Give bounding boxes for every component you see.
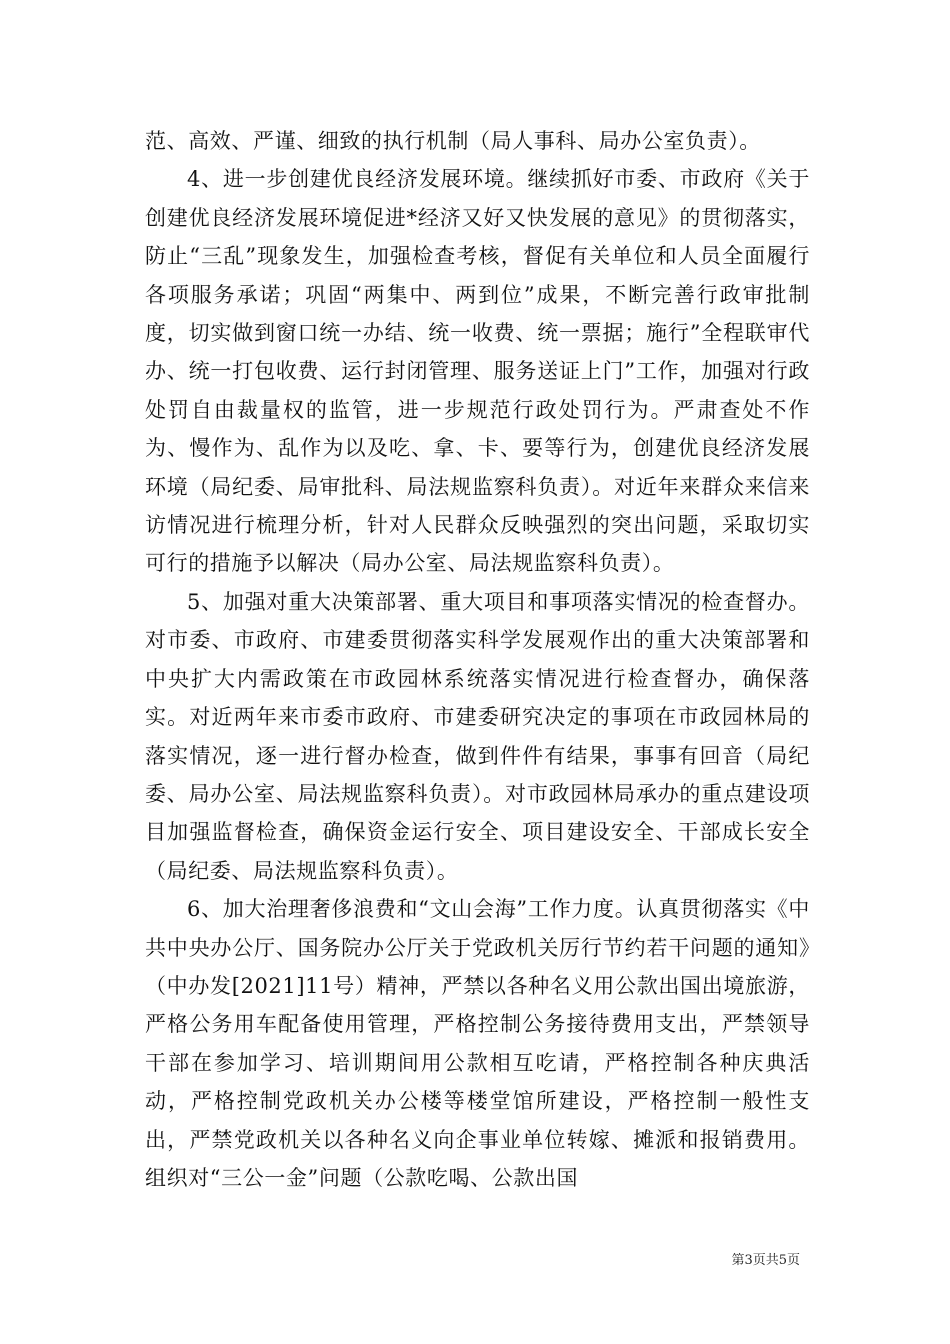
paragraph-item-6: 6、加大治理奢侈浪费和“文山会海”工作力度。认真贯彻落实《中共中央办公厅、国务院办公厅关于党政机关厉行节约若干问题的通知》（中办发[2021]11号）精神，严禁以各种名义用公款出国出境旅游，严格公务用车配备使用管理，严格控制公务接待费用支出，严禁领导干部在参加学习、培训期间用公款相互吃请，严格控制各种庆典活动，严格控制党政机关办公楼等楼堂馆所建设，严格控制一般性支出，严禁党政机关以各种名义向企事业单位转嫁、摊派和报销费用。组织对“三公一金”问题（公款吃喝、公款出国 xyxy=(145,897,810,1190)
paragraph-item-5: 5、加强对重大决策部署、重大项目和事项落实情况的检查督办。对市委、市政府、市建委贯彻落实科学发展观作出的重大决策部署和中央扩大内需政策在市政园林系统落实情况进行检查督办，确保落实。对近两年来市委市政府、市建委研究决定的事项在市政园林局的落实情况，逐一进行督办检查，做到件件有结果，事事有回音（局纪委、局办公室、局法规监察科负责）。对市政园林局承办的重点建设项目加强监督检查，确保资金运行安全、项目建设安全、干部成长安全（局纪委、局法规监察科负责）。 xyxy=(145,589,810,883)
paragraph-item-4: 4、进一步创建优良经济发展环境。继续抓好市委、市政府《关于创建优良经济发展环境促进*经济又好又快发展的意见》的贯彻落实，防止“三乱”现象发生，加强检查考核，督促有关单位和人员全面履行各项服务承诺；巩固“两集中、两到位”成果，不断完善行政审批制度，切实做到窗口统一办结、统一收费、统一票据；施行”全程联审代办、统一打包收费、运行封闭管理、服务送证上门”工作，加强对行政处罚自由裁量权的监管，进一步规范行政处罚行为。严肃查处不作为、慢作为、乱作为以及吃、拿、卡、要等行为，创建优良经济发展环境（局纪委、局审批科、局法规监察科负责）。对近年来群众来信来访情况进行梳理分析，针对人民群众反映强烈的突出问题，采取切实可行的措施予以解决（局办公室、局法规监察科负责）。 xyxy=(145,167,810,576)
document-body xyxy=(145,122,810,1197)
paragraph-continuation: 范、高效、严谨、细致的执行机制（局人事科、局办公室负责）。 xyxy=(145,129,761,153)
page-number-footer: 第3页共5页 xyxy=(731,1253,800,1268)
